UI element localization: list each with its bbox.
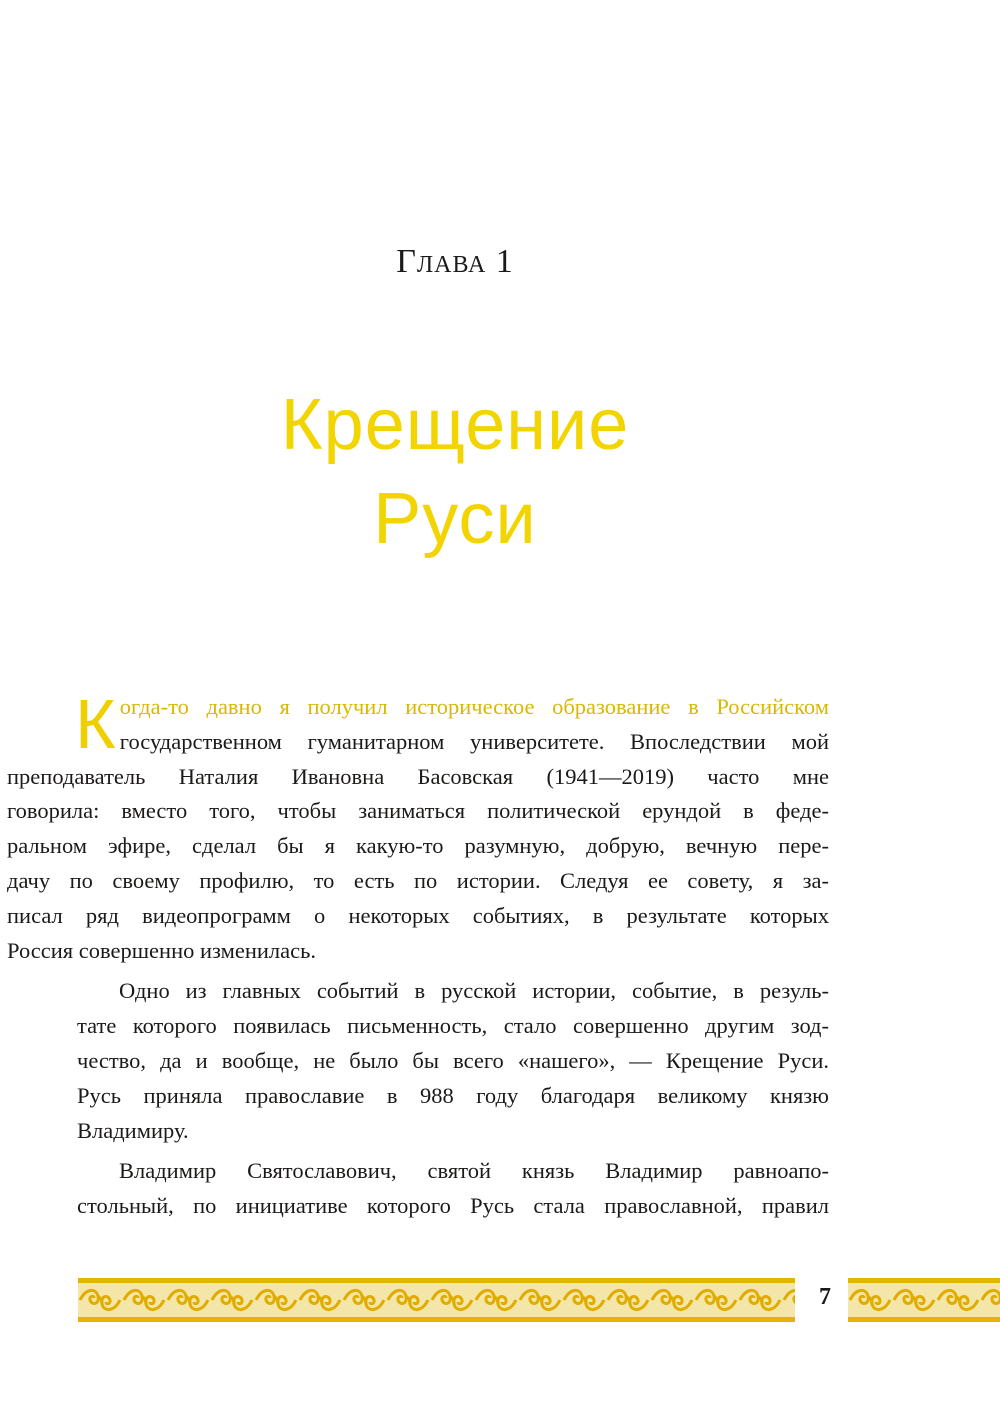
chapter-title-line-2: Руси: [373, 479, 537, 559]
body-text: [7, 685, 829, 1224]
page-number: 7: [819, 1284, 831, 1310]
paragraph-3: [77, 1154, 829, 1224]
ornament-pattern-icon: [78, 1278, 795, 1322]
text-line: писал ряд видеопрограмм о некоторых событиях, в результате которых: [7, 902, 829, 928]
paragraph-1: [7, 685, 829, 968]
chapter-title: [0, 378, 910, 566]
paragraph-2: [77, 974, 829, 1148]
text-line: Владимиру.: [77, 1117, 189, 1143]
text-line: преподаватель Наталия Ивановна Басовская (1941—2019) часто мне: [7, 763, 829, 789]
chapter-title-line-1: Крещение: [280, 385, 630, 465]
drop-cap: К: [75, 685, 116, 763]
text-line: Россия совершенно изменилась.: [7, 937, 316, 963]
text-line: дачу по своему профилю, то есть по истории. Следуя ее совету, я за-: [7, 867, 829, 893]
text-line: говорила: вместо того, чтобы заниматься политической ерундой в феде-: [7, 798, 829, 824]
text-line: Русь приняла православие в 988 году благодаря великому князю: [77, 1082, 829, 1108]
ornament-pattern-icon: [848, 1278, 1000, 1322]
text-line: государственном гуманитарном университете. Впоследствии мой: [119, 728, 829, 754]
text-line: ральном эфире, сделал бы я какую-то разумную, добрую, вечную пере-: [7, 833, 829, 859]
text-line: Одно из главных событий в русской истории, событие, в резуль-: [119, 978, 829, 1004]
text-line: тате которого появилась письменность, стало совершенно другим зод-: [77, 1013, 829, 1039]
chapter-label: Глава 1: [396, 243, 514, 280]
text-line: стольный, по инициативе которого Русь стала православной, правил: [77, 1193, 829, 1219]
ornament-border-left: [78, 1278, 795, 1322]
text-line: огда-то давно я получил историческое образование в Российском: [119, 694, 829, 719]
ornament-border-right: [848, 1278, 1000, 1322]
text-line: Владимир Святославович, святой князь Владимир равноапо-: [119, 1158, 829, 1184]
text-line: чество, да и вообще, не было бы всего «нашего», — Крещение Руси.: [77, 1047, 829, 1073]
